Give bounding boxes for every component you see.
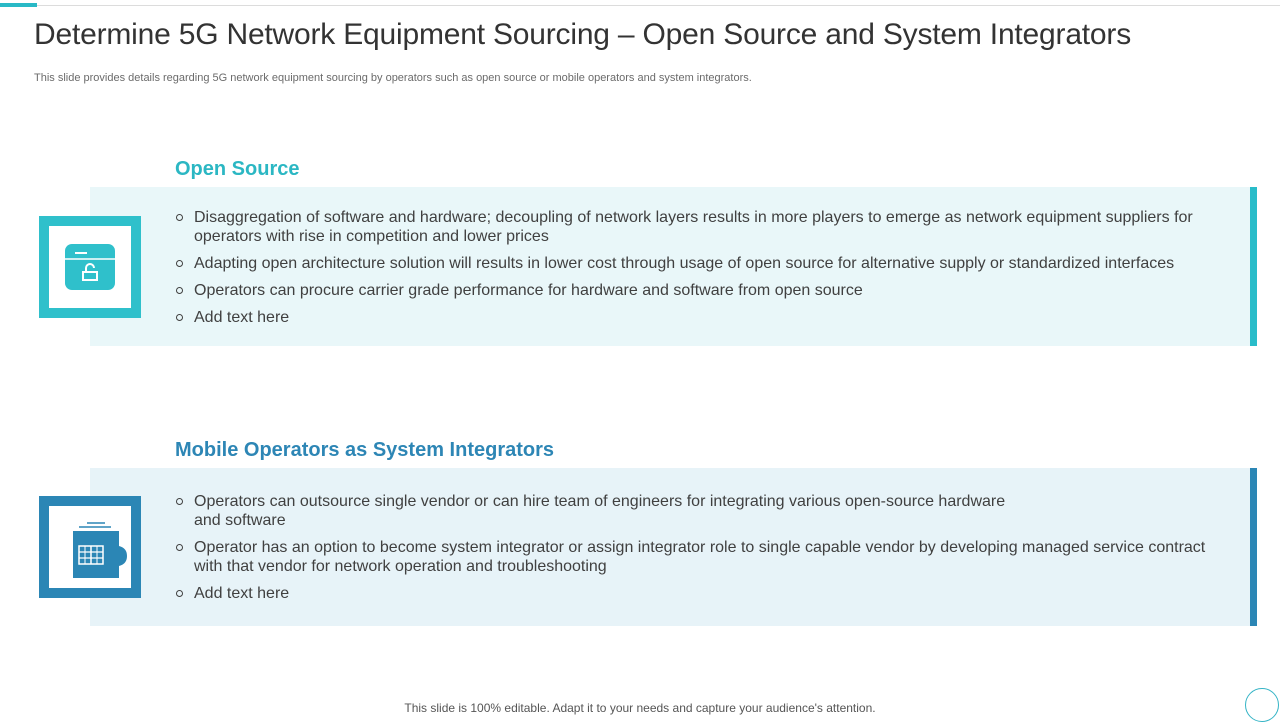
system-integrators-icon-frame	[39, 496, 141, 598]
bullet-circle-icon	[176, 498, 183, 505]
system-integrators-bullet-list	[175, 492, 1215, 611]
page-title: Determine 5G Network Equipment Sourcing – Open Source and System Integrators	[34, 18, 1132, 51]
bullet-circle-icon	[176, 590, 183, 597]
footer-note: This slide is 100% editable. Adapt it to your needs and capture your audience's attention.	[404, 701, 876, 715]
list-item: Operators can outsource single vendor or can hire team of engineers for integrating various open-source hardware and software	[175, 492, 1014, 530]
corner-circle-decoration	[1245, 688, 1279, 722]
page-subtitle: This slide provides details regarding 5G network equipment sourcing by operators such as open source or mobile operators and system integrators.	[34, 72, 752, 84]
sim-card-icon	[49, 506, 131, 588]
bullet-circle-icon	[176, 544, 183, 551]
bullet-circle-icon	[176, 314, 183, 321]
list-item: Adapting open architecture solution will results in lower cost through usage of open source for alternative supply or standardized interfaces	[175, 254, 1215, 273]
bullet-circle-icon	[176, 287, 183, 294]
system-integrators-heading: Mobile Operators as System Integrators	[175, 439, 555, 461]
top-rule	[0, 5, 1280, 6]
list-item: Add text here	[175, 584, 1215, 603]
bullet-circle-icon	[176, 260, 183, 267]
list-item: Operator has an option to become system integrator or assign integrator role to single capable vendor by developing managed service contract with that vendor for network operation and troubleshooting	[175, 538, 1215, 576]
open-source-panel-accent	[1250, 187, 1257, 346]
system-integrators-panel-accent	[1250, 468, 1257, 626]
top-accent-bar	[0, 3, 37, 7]
open-source-bullet-list	[175, 208, 1215, 335]
browser-window-icon	[49, 226, 131, 308]
open-source-heading: Open Source	[175, 158, 300, 180]
list-item: Add text here	[175, 308, 1215, 327]
open-source-icon-frame	[39, 216, 141, 318]
list-item: Disaggregation of software and hardware; decoupling of network layers results in more players to emerge as network equipment suppliers for operators with rise in competition and lower prices	[175, 208, 1215, 246]
list-item: Operators can procure carrier grade performance for hardware and software from open source	[175, 281, 1215, 300]
bullet-circle-icon	[176, 214, 183, 221]
